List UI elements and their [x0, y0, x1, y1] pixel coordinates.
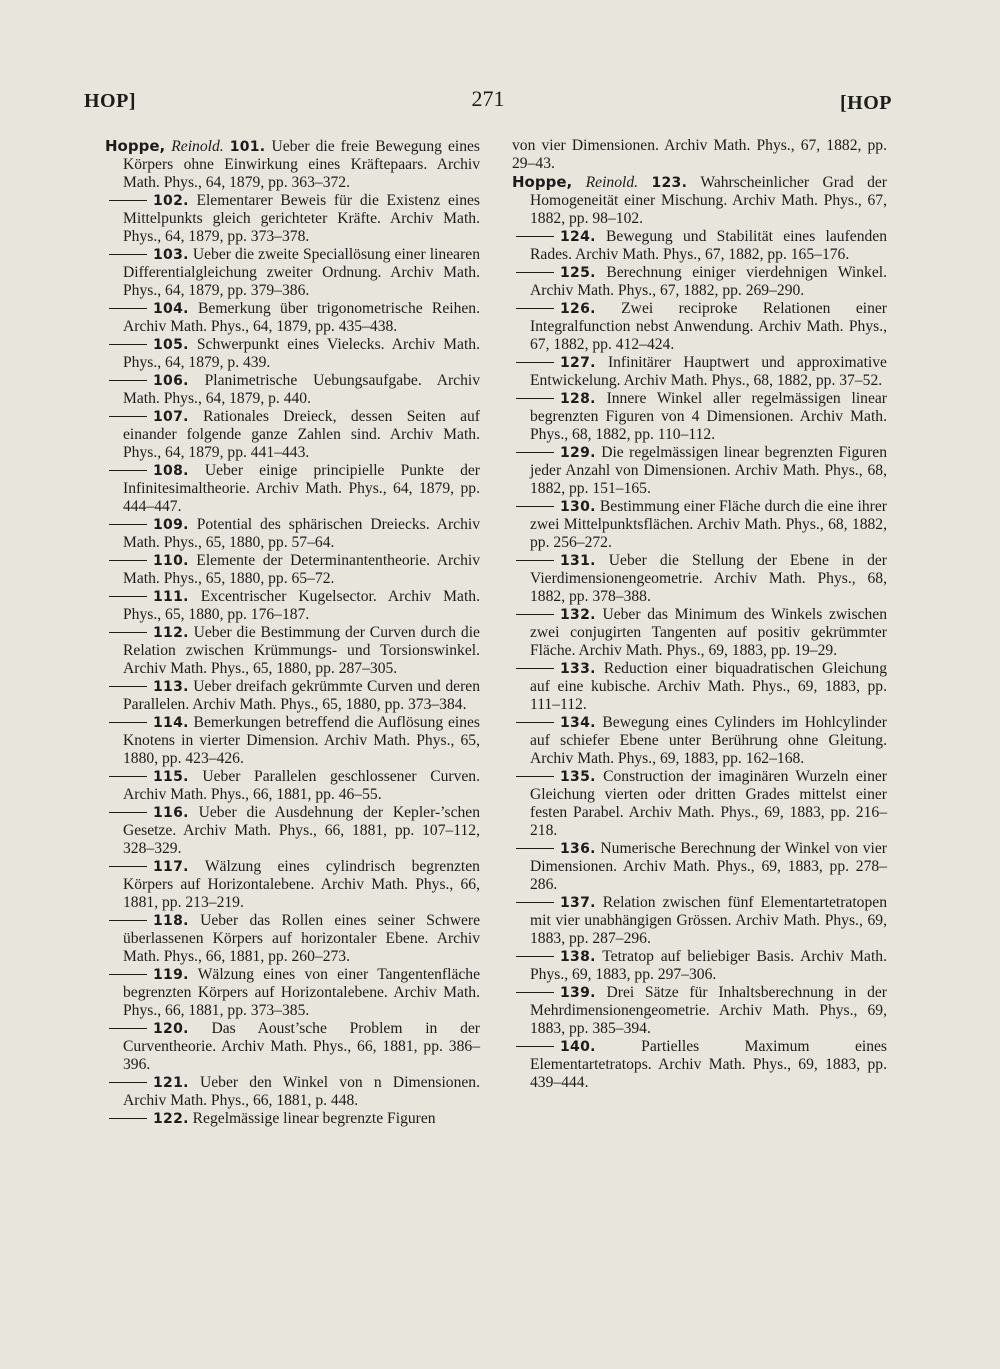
ditto-dash [516, 398, 554, 399]
entry-text: von vier Dimensionen. Archiv Math. Phys., 67, 1882, pp. 29–43. [512, 137, 887, 172]
ditto-dash [516, 236, 554, 237]
entry-number: 136. [560, 841, 596, 857]
entry-text: Ueber die Bestimmung der Curven durch die Relation zwischen Krümmungs- und Torsionswinkel. Archiv Math. Phys., 65, 1880, pp. 287–305. [123, 624, 480, 677]
bibliography-entry [105, 858, 480, 912]
ditto-dash [109, 416, 147, 417]
bibliography-entry [105, 966, 480, 1020]
ditto-dash [109, 974, 147, 975]
entry-text: Ueber den Winkel von n Dimensionen. Archiv Math. Phys., 66, 1881, p. 448. [123, 1074, 480, 1109]
entry-text: Bemerkungen betreffend die Auflösung eines Knotens in vierter Dimension. Archiv Math. Phys., 65, 1880, pp. 423–426. [123, 714, 481, 767]
entry-text: Potential des sphärischen Dreiecks. Archiv Math. Phys., 65, 1880, pp. 57–64. [123, 516, 480, 551]
entry-number: 106. [153, 373, 189, 389]
bibliography-entry [105, 300, 480, 336]
entry-number: 125. [560, 265, 596, 281]
bibliography-entry [105, 912, 480, 966]
entry-number: 137. [560, 895, 596, 911]
bibliography-entry [105, 246, 480, 300]
ditto-dash [109, 380, 147, 381]
entry-text: Drei Sätze für Inhaltsberechnung in der Mehrdimensionengeometrie. Archiv Math. Phys., 69, 1883, pp. 385–394. [530, 984, 887, 1037]
bibliography-entry [512, 137, 887, 173]
entry-text: Ueber das Rollen eines seiner Schwere überlassenen Körpers auf horizontaler Ebene. Archiv Math. Phys., 66, 1881, pp. 260–273. [123, 912, 480, 965]
entry-number: 111. [153, 589, 189, 605]
entry-text: Tetratop auf beliebiger Basis. Archiv Math. Phys., 69, 1883, pp. 297–306. [530, 948, 887, 983]
ditto-dash [516, 956, 554, 957]
entry-text: Partielles Maximum eines Elementartetratops. Archiv Math. Phys., 69, 1883, pp. 439–444. [530, 1038, 887, 1091]
entry-number: 104. [153, 301, 189, 317]
entry-number: 103. [153, 247, 189, 263]
bibliography-entry [512, 390, 887, 444]
entry-number: 108. [153, 463, 189, 479]
bibliography-entry [105, 804, 480, 858]
ditto-dash [516, 776, 554, 777]
running-head-left: HOP] [84, 90, 136, 112]
entry-number: 119. [153, 967, 189, 983]
entry-text: Excentrischer Kugelsector. Archiv Math. Phys., 65, 1880, pp. 176–187. [123, 588, 480, 623]
entry-number: 109. [153, 517, 189, 533]
entry-text: Numerische Berechnung der Winkel von vier Dimensionen. Archiv Math. Phys., 69, 1883, pp. 278–286. [530, 840, 887, 893]
author-forename: Reinold. [171, 138, 224, 155]
bibliography-entry [105, 1020, 480, 1074]
bibliography-entry [512, 768, 887, 840]
bibliography-entry [105, 1074, 480, 1110]
entry-text: Schwerpunkt eines Vielecks. Archiv Math. Phys., 64, 1879, p. 439. [123, 336, 480, 371]
entry-number: 116. [153, 805, 189, 821]
entry-number: 118. [153, 913, 189, 929]
entry-number: 140. [560, 1039, 596, 1055]
entry-text: Relation zwischen fünf Elementartetratopen mit vier unabhängigen Grössen. Archiv Math. Phys., 69, 1883, pp. 287–296. [530, 894, 887, 947]
entry-text: Ueber die Ausdehnung der Kepler-’schen Gesetze. Archiv Math. Phys., 66, 1881, pp. 107–112, 328–329. [123, 804, 481, 857]
entry-number: 113. [153, 679, 189, 695]
bibliography-entry [512, 354, 887, 390]
entry-text: Regelmässige linear begrenzte Figuren [192, 1110, 436, 1127]
entry-number: 124. [560, 229, 596, 245]
bibliography-entry [105, 552, 480, 588]
bibliography-entry [512, 300, 887, 354]
entry-number: 121. [153, 1075, 189, 1091]
entry-number: 107. [153, 409, 189, 425]
entry-number: 128. [560, 391, 596, 407]
entry-text: Rationales Dreieck, dessen Seiten auf einander folgende ganze Zahlen sind. Archiv Math. Phys., 64, 1879, pp. 441–443. [123, 408, 480, 461]
entry-text: Innere Winkel aller regelmässigen linear begrenzten Figuren von 4 Dimensionen. Archiv Math. Phys., 68, 1882, pp. 110–112. [530, 390, 887, 443]
ditto-dash [516, 308, 554, 309]
entry-text: Wälzung eines von einer Tangentenfläche begrenzten Körpers auf Horizontalebene. Archiv Math. Phys., 66, 1881, pp. 373–385. [123, 966, 480, 1019]
bibliography-entry [512, 840, 887, 894]
ditto-dash [109, 866, 147, 867]
bibliography-entry [105, 624, 480, 678]
author-surname: Hoppe, [512, 173, 573, 191]
bibliography-entry [105, 408, 480, 462]
ditto-dash [516, 362, 554, 363]
entry-text: Zwei reciproke Relationen einer Integralfunction nebst Anwendung. Archiv Math. Phys., 67, 1882, pp. 412–424. [530, 300, 887, 353]
page-header [84, 86, 892, 120]
entry-number: 126. [560, 301, 596, 317]
entry-number: 102. [153, 193, 189, 209]
ditto-dash [516, 848, 554, 849]
ditto-dash [516, 1046, 554, 1047]
entry-number: 110. [153, 553, 189, 569]
bibliography-entry [105, 714, 480, 768]
ditto-dash [109, 1028, 147, 1029]
bibliography-entry [512, 714, 887, 768]
entry-number: 138. [560, 949, 596, 965]
entry-text: Berechnung einiger vierdehnigen Winkel. Archiv Math. Phys., 67, 1882, pp. 269–290. [530, 264, 887, 299]
ditto-dash [109, 344, 147, 345]
ditto-dash [516, 560, 554, 561]
entry-text: Bewegung eines Cylinders im Hohlcylinder auf schiefer Ebene unter Berührung ohne Gleitung. Archiv Math. Phys., 69, 1883, pp. 162–168. [530, 714, 887, 767]
entry-text: Construction der imaginären Wurzeln einer Gleichung vierten oder dritten Grades mittelst einer festen Parabel. Archiv Math. Phys., 69, 1883, pp. 216–218. [530, 768, 887, 839]
bibliography-entry [512, 984, 887, 1038]
entry-number: 114. [153, 715, 189, 731]
entry-number: 122. [153, 1111, 189, 1127]
ditto-dash [109, 1082, 147, 1083]
entry-text: Reduction einer biquadratischen Gleichung auf eine kubische. Archiv Math. Phys., 69, 1883, pp. 111–112. [530, 660, 887, 713]
entry-number: 133. [560, 661, 596, 677]
entry-text: Ueber die Stellung der Ebene in der Vierdimensionengeometrie. Archiv Math. Phys., 68, 1882, pp. 378–388. [530, 552, 887, 605]
entry-text: Ueber die zweite Speciallösung einer linearen Differentialgleichung zweiter Ordnung. Archiv Math. Phys., 64, 1879, pp. 379–386. [123, 246, 480, 299]
bibliography-entry [512, 444, 887, 498]
ditto-dash [516, 722, 554, 723]
entry-text: Bemerkung über trigonometrische Reihen. Archiv Math. Phys., 64, 1879, pp. 435–438. [123, 300, 480, 335]
entry-number: 123. [651, 175, 688, 191]
bibliography-entry [105, 678, 480, 714]
ditto-dash [109, 722, 147, 723]
entry-text: Planimetrische Uebungsaufgabe. Archiv Math. Phys., 64, 1879, p. 440. [123, 372, 481, 407]
ditto-dash [109, 596, 147, 597]
entry-text: Ueber Parallelen geschlossener Curven. Archiv Math. Phys., 66, 1881, pp. 46–55. [123, 768, 480, 803]
entry-text: Bestimmung einer Fläche durch die eine ihrer zwei Mittelpunktsflächen. Archiv Math. Phys., 68, 1882, pp. 256–272. [530, 498, 887, 551]
ditto-dash [109, 254, 147, 255]
bibliography-entry [105, 516, 480, 552]
entry-text: Die regelmässigen linear begrenzten Figuren jeder Anzahl von Dimensionen. Archiv Math. Phys., 68, 1882, pp. 151–165. [530, 444, 888, 497]
entry-text: Das Aoust’sche Problem in der Curventheorie. Archiv Math. Phys., 66, 1881, pp. 386–396. [123, 1020, 480, 1073]
bibliography-entry [105, 336, 480, 372]
entry-number: 117. [153, 859, 189, 875]
entry-number: 139. [560, 985, 596, 1001]
ditto-dash [516, 992, 554, 993]
bibliography-entry [512, 173, 887, 228]
entry-text: Ueber die freie Bewegung eines Körpers ohne Einwirkung eines Kräftepaars. Archiv Math. Phys., 64, 1879, pp. 363–372. [123, 138, 480, 191]
entry-number: 105. [153, 337, 189, 353]
entry-number: 120. [153, 1021, 189, 1037]
ditto-dash [109, 686, 147, 687]
entry-text: Infinitärer Hauptwert und approximative Entwickelung. Archiv Math. Phys., 68, 1882, pp. 37–52. [530, 354, 887, 389]
ditto-dash [109, 920, 147, 921]
entry-number: 135. [560, 769, 596, 785]
bibliography-entry [512, 552, 887, 606]
ditto-dash [516, 668, 554, 669]
bibliography-entry [105, 137, 480, 192]
entry-number: 115. [153, 769, 189, 785]
bibliography-entry [105, 768, 480, 804]
entry-text: Ueber das Minimum des Winkels zwischen zwei conjugirten Tangenten auf positiv gekrümmter Fläche. Archiv Math. Phys., 69, 1883, pp. 19–29. [530, 606, 887, 659]
entry-text: Elemente der Determinantentheorie. Archiv Math. Phys., 65, 1880, pp. 65–72. [123, 552, 480, 587]
running-head-right: [HOP [840, 92, 892, 114]
bibliography-entry [512, 228, 887, 264]
bibliography-entry [512, 498, 887, 552]
ditto-dash [109, 524, 147, 525]
entry-number: 131. [560, 553, 596, 569]
entry-text: Elementarer Beweis für die Existenz eines Mittelpunkts gleich gerichteter Kräfte. Archiv Math. Phys., 64, 1879, pp. 373–378. [123, 192, 480, 245]
entry-number: 127. [560, 355, 596, 371]
entry-number: 112. [153, 625, 189, 641]
ditto-dash [109, 308, 147, 309]
ditto-dash [516, 272, 554, 273]
entry-text: Wälzung eines cylindrisch begrenzten Körpers auf Horizontalebene. Archiv Math. Phys., 66, 1881, pp. 213–219. [123, 858, 480, 911]
bibliography-entry [105, 588, 480, 624]
bibliography-entry [512, 606, 887, 660]
ditto-dash [516, 452, 554, 453]
ditto-dash [109, 1118, 147, 1119]
entry-text: Ueber dreifach gekrümmte Curven und deren Parallelen. Archiv Math. Phys., 65, 1880, pp. 373–384. [123, 678, 480, 713]
ditto-dash [109, 560, 147, 561]
entry-number: 134. [560, 715, 596, 731]
ditto-dash [109, 812, 147, 813]
bibliography-entry [105, 462, 480, 516]
bibliography-entry [512, 1038, 887, 1092]
entry-text: Ueber einige principielle Punkte der Infinitesimaltheorie. Archiv Math. Phys., 64, 1879, pp. 444–447. [123, 462, 480, 515]
author-forename: Reinold. [585, 174, 639, 191]
author-surname: Hoppe, [105, 137, 166, 155]
right-column [512, 137, 887, 1092]
bibliography-entry [105, 192, 480, 246]
entry-number: 129. [560, 445, 596, 461]
entry-number: 101. [229, 139, 266, 155]
entry-text: Bewegung und Stabilität eines laufenden Rades. Archiv Math. Phys., 67, 1882, pp. 165–176. [530, 228, 888, 263]
ditto-dash [516, 614, 554, 615]
ditto-dash [109, 200, 147, 201]
ditto-dash [109, 776, 147, 777]
ditto-dash [516, 902, 554, 903]
entry-number: 130. [560, 499, 596, 515]
bibliography-entry [512, 264, 887, 300]
ditto-dash [109, 632, 147, 633]
ditto-dash [109, 470, 147, 471]
entry-text: Wahrscheinlicher Grad der Homogeneität einer Mischung. Archiv Math. Phys., 67, 1882, pp. 98–102. [530, 174, 887, 227]
ditto-dash [516, 506, 554, 507]
bibliography-entry [512, 894, 887, 948]
bibliography-entry [512, 948, 887, 984]
bibliography-entry [105, 372, 480, 408]
bibliography-entry [105, 1110, 480, 1128]
bibliography-entry [512, 660, 887, 714]
left-column [105, 137, 480, 1128]
page-number: 271 [471, 86, 505, 111]
entry-number: 132. [560, 607, 596, 623]
